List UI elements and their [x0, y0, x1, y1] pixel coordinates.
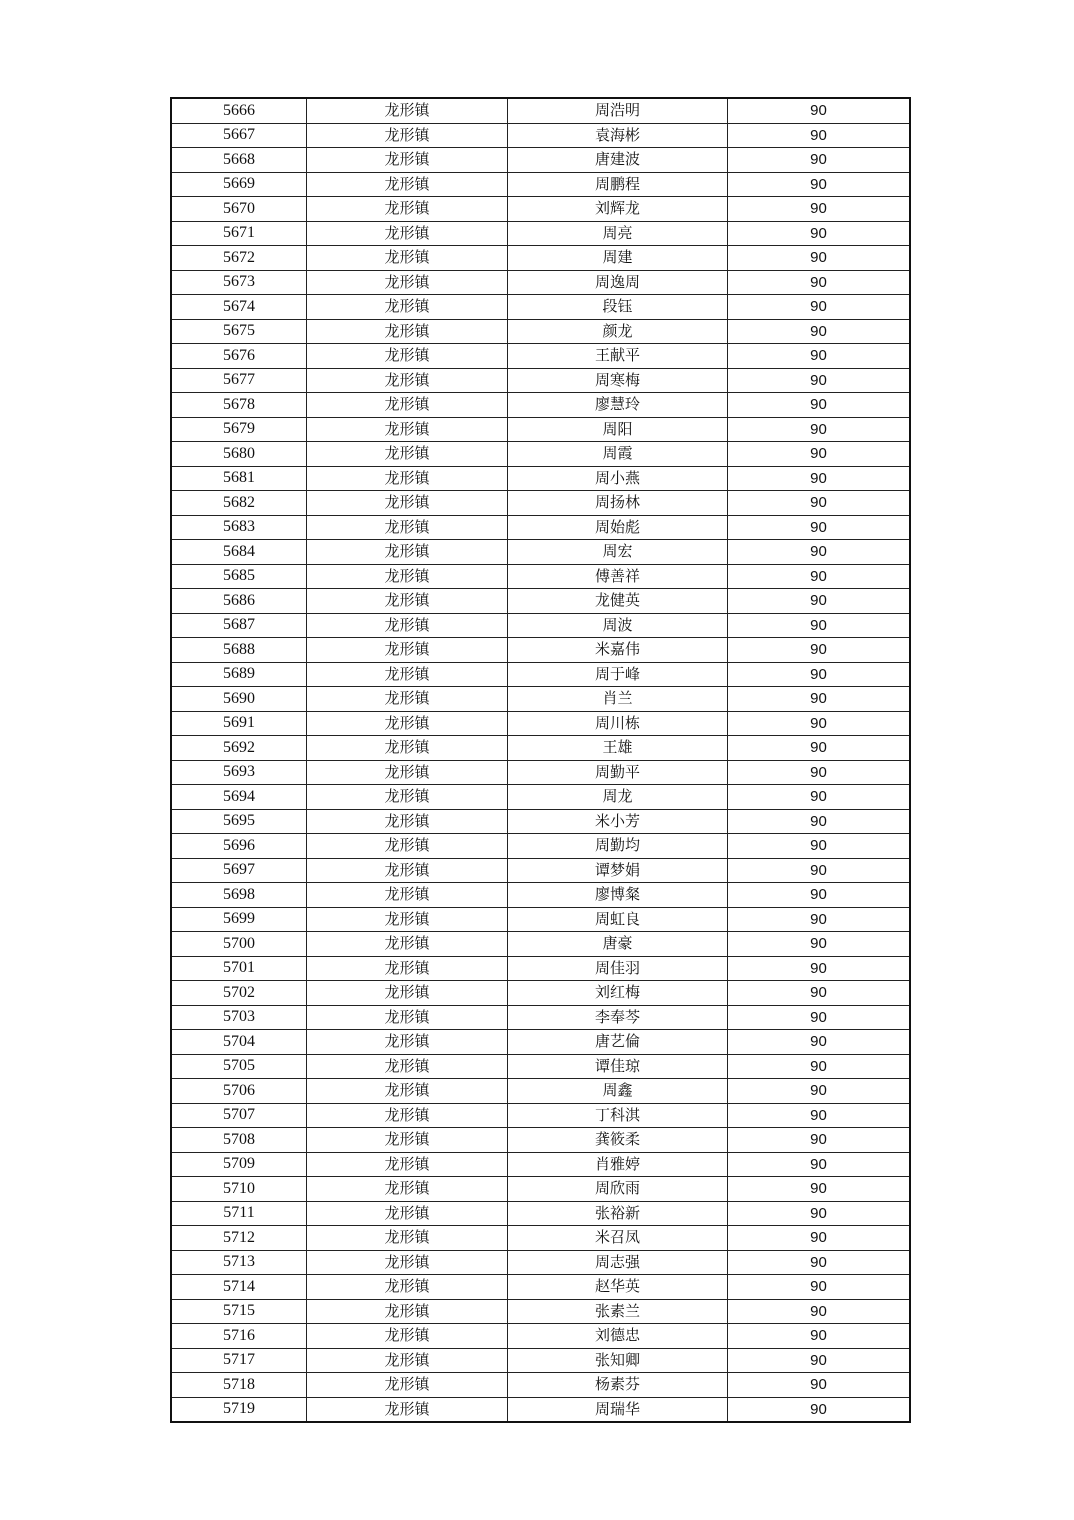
score-cell: 90	[728, 393, 911, 418]
score-cell: 90	[728, 466, 911, 491]
table-row	[171, 1030, 910, 1055]
person-name-cell: 周亮	[508, 221, 728, 246]
town-cell: 龙形镇	[307, 638, 508, 663]
row-number-cell: 5716	[171, 1324, 307, 1349]
row-number-cell: 5713	[171, 1250, 307, 1275]
table-row	[171, 736, 910, 761]
row-number-cell: 5706	[171, 1079, 307, 1104]
town-cell: 龙形镇	[307, 809, 508, 834]
score-cell: 90	[728, 246, 911, 271]
row-number-cell: 5705	[171, 1054, 307, 1079]
row-number-cell: 5667	[171, 123, 307, 148]
person-name-cell: 张裕新	[508, 1201, 728, 1226]
person-name-cell: 刘红梅	[508, 981, 728, 1006]
score-cell: 90	[728, 540, 911, 565]
person-name-cell: 周霞	[508, 442, 728, 467]
score-cell: 90	[728, 564, 911, 589]
row-number-cell: 5683	[171, 515, 307, 540]
table-row	[171, 687, 910, 712]
person-name-cell: 周鑫	[508, 1079, 728, 1104]
score-cell: 90	[728, 785, 911, 810]
table-row	[171, 1152, 910, 1177]
row-number-cell: 5717	[171, 1348, 307, 1373]
person-name-cell: 王献平	[508, 344, 728, 369]
table-row	[171, 1226, 910, 1251]
town-cell: 龙形镇	[307, 123, 508, 148]
score-cell: 90	[728, 687, 911, 712]
score-cell: 90	[728, 1054, 911, 1079]
score-cell: 90	[728, 956, 911, 981]
town-cell: 龙形镇	[307, 932, 508, 957]
person-name-cell: 张素兰	[508, 1299, 728, 1324]
town-cell: 龙形镇	[307, 319, 508, 344]
row-number-cell: 5714	[171, 1275, 307, 1300]
person-name-cell: 颜龙	[508, 319, 728, 344]
table-row	[171, 319, 910, 344]
table-row	[171, 221, 910, 246]
town-cell: 龙形镇	[307, 1226, 508, 1251]
score-cell: 90	[728, 1373, 911, 1398]
row-number-cell: 5675	[171, 319, 307, 344]
person-name-cell: 周波	[508, 613, 728, 638]
row-number-cell: 5676	[171, 344, 307, 369]
table-row	[171, 295, 910, 320]
person-name-cell: 张知卿	[508, 1348, 728, 1373]
person-name-cell: 周勤平	[508, 760, 728, 785]
row-number-cell: 5703	[171, 1005, 307, 1030]
table-row	[171, 883, 910, 908]
table-row	[171, 466, 910, 491]
town-cell: 龙形镇	[307, 785, 508, 810]
score-cell: 90	[728, 368, 911, 393]
town-cell: 龙形镇	[307, 197, 508, 222]
row-number-cell: 5693	[171, 760, 307, 785]
person-name-cell: 周虹良	[508, 907, 728, 932]
table-row	[171, 638, 910, 663]
row-number-cell: 5711	[171, 1201, 307, 1226]
town-cell: 龙形镇	[307, 883, 508, 908]
person-name-cell: 米小芳	[508, 809, 728, 834]
table-row	[171, 1348, 910, 1373]
person-name-cell: 米召凤	[508, 1226, 728, 1251]
town-cell: 龙形镇	[307, 1030, 508, 1055]
score-cell: 90	[728, 1079, 911, 1104]
person-name-cell: 周志强	[508, 1250, 728, 1275]
table-row	[171, 907, 910, 932]
town-cell: 龙形镇	[307, 515, 508, 540]
town-cell: 龙形镇	[307, 442, 508, 467]
town-cell: 龙形镇	[307, 1103, 508, 1128]
person-name-cell: 周逸周	[508, 270, 728, 295]
table-row	[171, 589, 910, 614]
town-cell: 龙形镇	[307, 1005, 508, 1030]
row-number-cell: 5697	[171, 858, 307, 883]
town-cell: 龙形镇	[307, 760, 508, 785]
person-name-cell: 谭佳琼	[508, 1054, 728, 1079]
table-row	[171, 197, 910, 222]
table-row	[171, 540, 910, 565]
row-number-cell: 5681	[171, 466, 307, 491]
person-name-cell: 廖博粲	[508, 883, 728, 908]
town-cell: 龙形镇	[307, 1373, 508, 1398]
town-cell: 龙形镇	[307, 98, 508, 123]
row-number-cell: 5719	[171, 1397, 307, 1422]
table-row	[171, 1103, 910, 1128]
row-number-cell: 5687	[171, 613, 307, 638]
row-number-cell: 5679	[171, 417, 307, 442]
score-cell: 90	[728, 809, 911, 834]
person-name-cell: 李奉芩	[508, 1005, 728, 1030]
row-number-cell: 5709	[171, 1152, 307, 1177]
table-row	[171, 711, 910, 736]
table-row	[171, 956, 910, 981]
row-number-cell: 5695	[171, 809, 307, 834]
score-cell: 90	[728, 1397, 911, 1422]
town-cell: 龙形镇	[307, 1324, 508, 1349]
town-cell: 龙形镇	[307, 589, 508, 614]
table-row	[171, 760, 910, 785]
person-name-cell: 周鹏程	[508, 172, 728, 197]
table-row	[171, 809, 910, 834]
table-row	[171, 981, 910, 1006]
person-name-cell: 周浩明	[508, 98, 728, 123]
score-cell: 90	[728, 442, 911, 467]
table-row	[171, 613, 910, 638]
score-cell: 90	[728, 417, 911, 442]
table-row	[171, 1201, 910, 1226]
row-number-cell: 5691	[171, 711, 307, 736]
row-number-cell: 5700	[171, 932, 307, 957]
table-row	[171, 662, 910, 687]
row-number-cell: 5690	[171, 687, 307, 712]
score-cell: 90	[728, 197, 911, 222]
score-cell: 90	[728, 319, 911, 344]
score-cell: 90	[728, 1128, 911, 1153]
score-cell: 90	[728, 711, 911, 736]
row-number-cell: 5678	[171, 393, 307, 418]
table-row	[171, 246, 910, 271]
score-cell: 90	[728, 1226, 911, 1251]
table-row	[171, 417, 910, 442]
town-cell: 龙形镇	[307, 1275, 508, 1300]
table-row	[171, 515, 910, 540]
person-name-cell: 周瑞华	[508, 1397, 728, 1422]
score-cell: 90	[728, 295, 911, 320]
person-name-cell: 杨素芬	[508, 1373, 728, 1398]
town-cell: 龙形镇	[307, 711, 508, 736]
row-number-cell: 5686	[171, 589, 307, 614]
person-name-cell: 龚筱柔	[508, 1128, 728, 1153]
row-number-cell: 5712	[171, 1226, 307, 1251]
row-number-cell: 5704	[171, 1030, 307, 1055]
person-name-cell: 周于峰	[508, 662, 728, 687]
table-row	[171, 491, 910, 516]
table-row	[171, 932, 910, 957]
town-cell: 龙形镇	[307, 613, 508, 638]
score-cell: 90	[728, 883, 911, 908]
score-cell: 90	[728, 638, 911, 663]
person-name-cell: 袁海彬	[508, 123, 728, 148]
town-cell: 龙形镇	[307, 417, 508, 442]
person-name-cell: 周勤均	[508, 834, 728, 859]
person-name-cell: 周小燕	[508, 466, 728, 491]
person-name-cell: 丁科淇	[508, 1103, 728, 1128]
person-name-cell: 肖兰	[508, 687, 728, 712]
town-cell: 龙形镇	[307, 1152, 508, 1177]
town-cell: 龙形镇	[307, 1397, 508, 1422]
town-cell: 龙形镇	[307, 246, 508, 271]
town-cell: 龙形镇	[307, 662, 508, 687]
town-cell: 龙形镇	[307, 1348, 508, 1373]
town-cell: 龙形镇	[307, 466, 508, 491]
row-number-cell: 5671	[171, 221, 307, 246]
row-number-cell: 5715	[171, 1299, 307, 1324]
table-row	[171, 1299, 910, 1324]
town-cell: 龙形镇	[307, 1054, 508, 1079]
row-number-cell: 5677	[171, 368, 307, 393]
table-row	[171, 1275, 910, 1300]
town-cell: 龙形镇	[307, 221, 508, 246]
row-number-cell: 5710	[171, 1177, 307, 1202]
person-name-cell: 段钰	[508, 295, 728, 320]
score-cell: 90	[728, 1324, 911, 1349]
row-number-cell: 5688	[171, 638, 307, 663]
row-number-cell: 5674	[171, 295, 307, 320]
row-number-cell: 5702	[171, 981, 307, 1006]
person-name-cell: 周建	[508, 246, 728, 271]
table-row	[171, 368, 910, 393]
score-cell: 90	[728, 932, 911, 957]
row-number-cell: 5666	[171, 98, 307, 123]
table-row	[171, 442, 910, 467]
table-row	[171, 834, 910, 859]
row-number-cell: 5670	[171, 197, 307, 222]
score-cell: 90	[728, 834, 911, 859]
score-cell: 90	[728, 491, 911, 516]
table-row	[171, 270, 910, 295]
score-cell: 90	[728, 736, 911, 761]
person-name-cell: 唐艺倫	[508, 1030, 728, 1055]
person-name-cell: 周龙	[508, 785, 728, 810]
score-cell: 90	[728, 760, 911, 785]
town-cell: 龙形镇	[307, 393, 508, 418]
table-row	[171, 564, 910, 589]
person-name-cell: 刘德忠	[508, 1324, 728, 1349]
town-cell: 龙形镇	[307, 1177, 508, 1202]
table-row	[171, 858, 910, 883]
town-cell: 龙形镇	[307, 270, 508, 295]
row-number-cell: 5672	[171, 246, 307, 271]
score-cell: 90	[728, 1348, 911, 1373]
town-cell: 龙形镇	[307, 1201, 508, 1226]
score-cell: 90	[728, 858, 911, 883]
town-cell: 龙形镇	[307, 368, 508, 393]
table-row	[171, 172, 910, 197]
person-name-cell: 周佳羽	[508, 956, 728, 981]
row-number-cell: 5682	[171, 491, 307, 516]
person-name-cell: 周始彪	[508, 515, 728, 540]
score-cell: 90	[728, 1201, 911, 1226]
score-cell: 90	[728, 221, 911, 246]
town-cell: 龙形镇	[307, 295, 508, 320]
row-number-cell: 5673	[171, 270, 307, 295]
score-cell: 90	[728, 1152, 911, 1177]
score-cell: 90	[728, 515, 911, 540]
row-number-cell: 5701	[171, 956, 307, 981]
person-name-cell: 周寒梅	[508, 368, 728, 393]
town-cell: 龙形镇	[307, 540, 508, 565]
row-number-cell: 5699	[171, 907, 307, 932]
person-name-cell: 谭梦娟	[508, 858, 728, 883]
row-number-cell: 5685	[171, 564, 307, 589]
town-cell: 龙形镇	[307, 344, 508, 369]
row-number-cell: 5708	[171, 1128, 307, 1153]
town-cell: 龙形镇	[307, 736, 508, 761]
score-cell: 90	[728, 148, 911, 173]
town-cell: 龙形镇	[307, 687, 508, 712]
table-row	[171, 98, 910, 123]
person-name-cell: 米嘉伟	[508, 638, 728, 663]
table-row	[171, 344, 910, 369]
score-cell: 90	[728, 1177, 911, 1202]
person-name-cell: 周扬林	[508, 491, 728, 516]
person-name-cell: 王雄	[508, 736, 728, 761]
score-cell: 90	[728, 172, 911, 197]
score-cell: 90	[728, 1103, 911, 1128]
score-cell: 90	[728, 344, 911, 369]
row-number-cell: 5668	[171, 148, 307, 173]
score-cell: 90	[728, 1250, 911, 1275]
score-cell: 90	[728, 907, 911, 932]
score-cell: 90	[728, 613, 911, 638]
row-number-cell: 5696	[171, 834, 307, 859]
table-row	[171, 123, 910, 148]
person-name-cell: 傅善祥	[508, 564, 728, 589]
town-cell: 龙形镇	[307, 907, 508, 932]
row-number-cell: 5692	[171, 736, 307, 761]
town-cell: 龙形镇	[307, 1128, 508, 1153]
row-number-cell: 5707	[171, 1103, 307, 1128]
town-cell: 龙形镇	[307, 564, 508, 589]
town-cell: 龙形镇	[307, 491, 508, 516]
table-row	[171, 1128, 910, 1153]
table-row	[171, 1177, 910, 1202]
roster-table	[170, 97, 911, 1423]
table-row	[171, 1397, 910, 1422]
row-number-cell: 5669	[171, 172, 307, 197]
table-row	[171, 1054, 910, 1079]
town-cell: 龙形镇	[307, 981, 508, 1006]
score-cell: 90	[728, 981, 911, 1006]
score-cell: 90	[728, 123, 911, 148]
person-name-cell: 肖雅婷	[508, 1152, 728, 1177]
town-cell: 龙形镇	[307, 148, 508, 173]
table-row	[171, 1324, 910, 1349]
score-cell: 90	[728, 98, 911, 123]
town-cell: 龙形镇	[307, 834, 508, 859]
row-number-cell: 5684	[171, 540, 307, 565]
town-cell: 龙形镇	[307, 1079, 508, 1104]
row-number-cell: 5694	[171, 785, 307, 810]
table-row	[171, 1373, 910, 1398]
table-row	[171, 785, 910, 810]
person-name-cell: 刘辉龙	[508, 197, 728, 222]
table-row	[171, 1079, 910, 1104]
score-cell: 90	[728, 1030, 911, 1055]
person-name-cell: 周川栋	[508, 711, 728, 736]
person-name-cell: 唐豪	[508, 932, 728, 957]
town-cell: 龙形镇	[307, 1299, 508, 1324]
table-row	[171, 1005, 910, 1030]
score-cell: 90	[728, 1275, 911, 1300]
person-name-cell: 龙健英	[508, 589, 728, 614]
row-number-cell: 5698	[171, 883, 307, 908]
score-cell: 90	[728, 270, 911, 295]
score-cell: 90	[728, 1299, 911, 1324]
town-cell: 龙形镇	[307, 858, 508, 883]
score-cell: 90	[728, 1005, 911, 1030]
roster-table-body	[171, 98, 910, 1422]
town-cell: 龙形镇	[307, 1250, 508, 1275]
table-row	[171, 148, 910, 173]
score-cell: 90	[728, 589, 911, 614]
row-number-cell: 5718	[171, 1373, 307, 1398]
town-cell: 龙形镇	[307, 172, 508, 197]
person-name-cell: 周宏	[508, 540, 728, 565]
person-name-cell: 廖慧玲	[508, 393, 728, 418]
person-name-cell: 唐建波	[508, 148, 728, 173]
town-cell: 龙形镇	[307, 956, 508, 981]
table-row	[171, 393, 910, 418]
row-number-cell: 5689	[171, 662, 307, 687]
row-number-cell: 5680	[171, 442, 307, 467]
table-row	[171, 1250, 910, 1275]
person-name-cell: 周阳	[508, 417, 728, 442]
score-cell: 90	[728, 662, 911, 687]
person-name-cell: 赵华英	[508, 1275, 728, 1300]
person-name-cell: 周欣雨	[508, 1177, 728, 1202]
